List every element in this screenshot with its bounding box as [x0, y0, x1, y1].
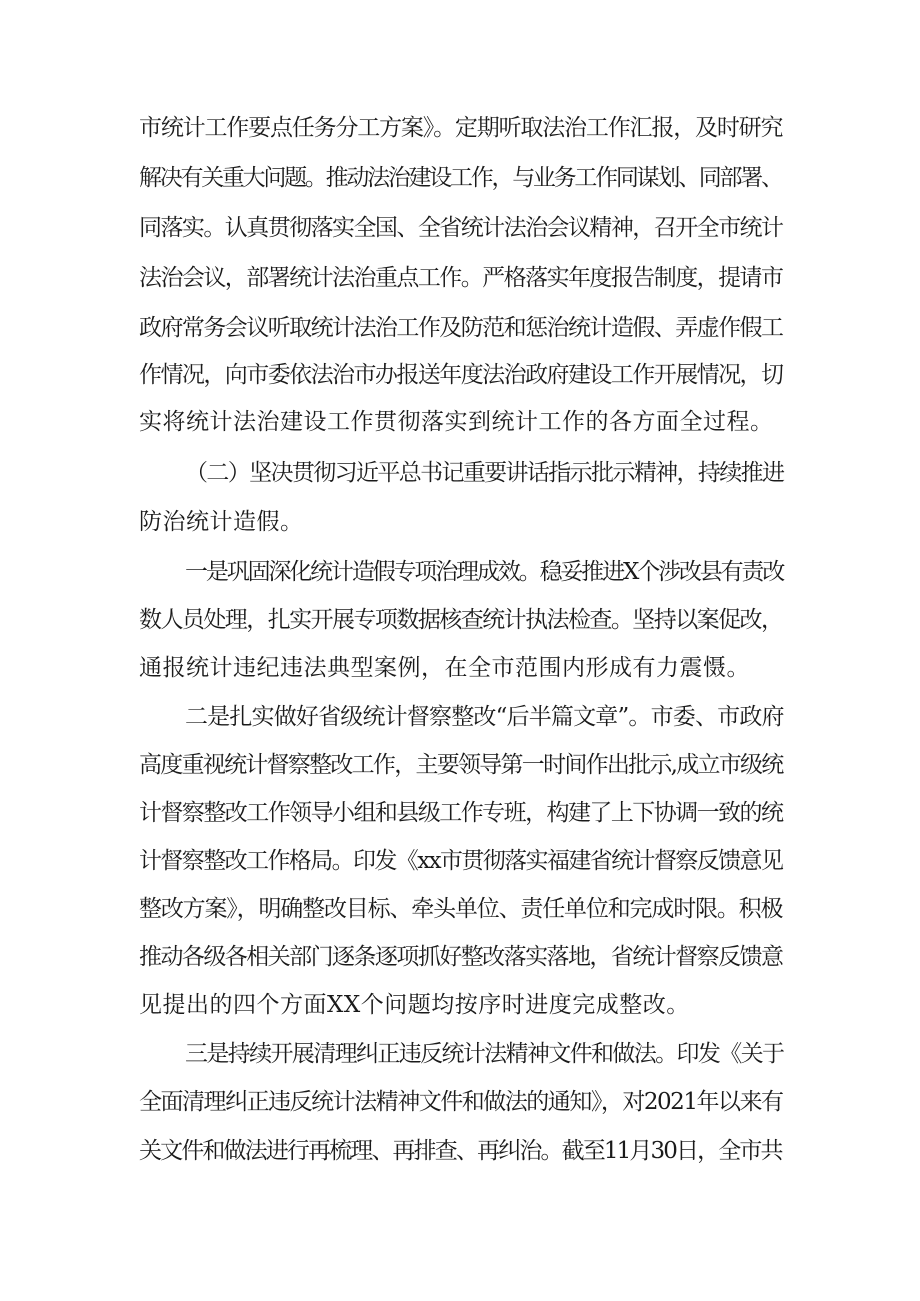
- text-line: 通报统计违纪违法典型案例，在全市范围内形成有力震慑。: [139, 655, 750, 681]
- text-line: 高度重视统计督察整改工作，主要领导第一时间作出批示,成立市级统: [139, 752, 783, 778]
- paragraph-first-line: 二是扎实做好省级统计督察整改“后半篇文章”。市委、市政府: [185, 704, 784, 730]
- text-line: 计督察整改工作领导小组和县级工作专班，构建了上下协调一致的统: [139, 800, 783, 826]
- section-heading-continuation: 防治统计造假。: [139, 509, 304, 535]
- paragraph-first-line: 三是持续开展清理纠正违反统计法精神文件和做法。印发《关于: [185, 1041, 784, 1067]
- text-line: 关文件和做法进行再梳理、再排查、再纠治。截至11月30日，全市共: [139, 1138, 782, 1164]
- text-line: 市统计工作要点任务分工方案》。定期听取法治工作汇报，及时研究: [139, 115, 783, 141]
- text-line: 推动各级各相关部门逐条逐项抓好整改落实落地，省统计督察反馈意: [139, 944, 783, 970]
- text-line: 全面清理纠正违反统计法精神文件和做法的通知》，对2021年以来有: [139, 1089, 783, 1115]
- paragraph-first-line: 一是巩固深化统计造假专项治理成效。稳妥推进X个涉改县有责改: [185, 559, 784, 585]
- text-line: 整改方案》，明确整改目标、牵头单位、责任单位和完成时限。积极: [139, 896, 783, 922]
- text-line: 实将统计法治建设工作贯彻落实到统计工作的各方面全过程。: [139, 409, 774, 435]
- text-line: 同落实。认真贯彻落实全国、全省统计法治会议精神，召开全市统计: [139, 215, 783, 241]
- text-line: 法治会议，部署统计法治重点工作。严格落实年度报告制度，提请市: [139, 265, 783, 291]
- section-heading: （二）坚决贯彻习近平总书记重要讲话指示批示精神，持续推进: [185, 460, 784, 486]
- text-line: 计督察整改工作格局。印发《xx市贯彻落实福建省统计督察反馈意见: [139, 848, 783, 874]
- text-line: 作情况，向市委依法治市办报送年度法治政府建设工作开展情况，切: [139, 362, 783, 388]
- text-line: 政府常务会议听取统计法治工作及防范和惩治统计造假、弄虚作假工: [139, 315, 783, 341]
- text-line: 见提出的四个方面XX个问题均按序时进度完成整改。: [139, 992, 690, 1018]
- text-line: 解决有关重大问题。推动法治建设工作，与业务工作同谋划、同部署、: [139, 165, 782, 191]
- text-line: 数人员处理，扎实开展专项数据核查统计执法检查。坚持以案促改，: [139, 607, 783, 633]
